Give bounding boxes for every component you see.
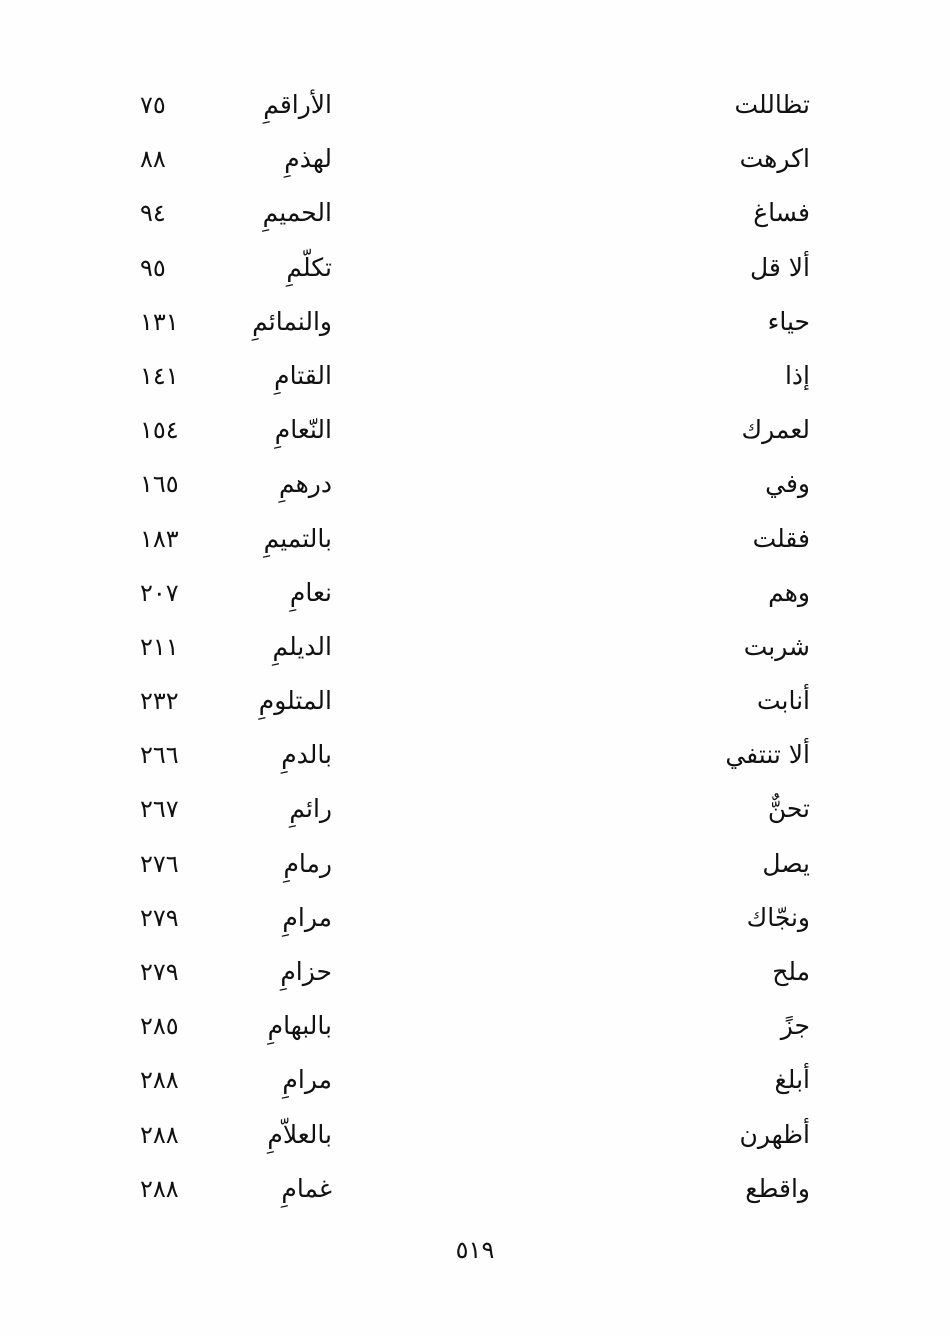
rhyme-word: والنمائمِ (252, 306, 332, 336)
page-reference: ٢٨٨ (140, 1066, 179, 1095)
page-reference: ٢٦٧ (140, 795, 179, 824)
page-reference: ٢٠٧ (140, 578, 179, 607)
rhyme-word: رمامِ (283, 848, 332, 878)
rhyme-word: مرامِ (282, 902, 332, 932)
first-word: ونجّاك (746, 902, 810, 932)
first-word: أظهرن (739, 1119, 810, 1149)
first-word: ألا قل (749, 252, 810, 282)
page-reference: ٧٥ (140, 91, 166, 119)
first-word: لعمرك (741, 415, 810, 445)
rhyme-word: بالدمِ (281, 740, 332, 770)
first-word: وفي (765, 469, 810, 499)
first-word: فقلت (752, 523, 810, 553)
rhyme-word: لهذمِ (284, 144, 332, 174)
index-row (0, 1162, 950, 1216)
index-row (0, 566, 950, 620)
index-row (0, 837, 950, 891)
index-row (0, 999, 950, 1053)
index-row (0, 620, 950, 674)
first-word: ألا تنتفي (725, 740, 810, 770)
page-reference: ١٦٥ (140, 470, 179, 499)
index-row (0, 891, 950, 945)
page-reference: ٨٨ (140, 145, 166, 174)
index-row (0, 1108, 950, 1162)
page-reference: ٩٥ (140, 253, 166, 282)
index-row (0, 945, 950, 999)
page-reference: ٢٦٦ (140, 741, 179, 770)
page-reference: ١٤١ (140, 361, 179, 390)
page-reference: ٢٣٢ (140, 687, 179, 716)
first-word: أنابت (756, 686, 810, 716)
rhyme-word: الديلمِ (272, 631, 332, 661)
rhyme-word: الحميمِ (262, 198, 332, 228)
index-row (0, 349, 950, 403)
index-row (0, 728, 950, 782)
first-word: وهم (768, 577, 810, 607)
page-reference: ٢٨٨ (140, 1120, 179, 1149)
page-reference: ٢٧٦ (140, 849, 179, 878)
rhyme-word: درهمِ (278, 469, 332, 499)
rhyme-word: المتلومِ (258, 686, 332, 716)
first-word: تحنٌّ (767, 794, 810, 824)
first-word: اكرهت (739, 144, 810, 174)
page-reference: ٢٨٨ (140, 1174, 179, 1203)
index-row (0, 241, 950, 295)
index-row (0, 186, 950, 240)
first-word: واقطع (745, 1173, 810, 1203)
first-word: أبلغ (774, 1065, 810, 1095)
rhyme-word: رائمِ (289, 794, 332, 824)
index-row (0, 295, 950, 349)
page-reference: ٢١١ (140, 632, 179, 661)
index-row (0, 78, 950, 132)
rhyme-word: الأراقمِ (263, 90, 332, 119)
page-reference: ٢٨٥ (140, 1012, 179, 1041)
first-word: تظاللت (734, 90, 810, 119)
first-word: فساغ (753, 198, 810, 228)
index-row (0, 782, 950, 836)
index-row (0, 457, 950, 511)
page-reference: ١٨٣ (140, 524, 179, 553)
first-word: إذا (784, 360, 810, 390)
index-row (0, 1053, 950, 1107)
page-reference: ٢٧٩ (140, 958, 179, 986)
verse-index-list (0, 78, 950, 1216)
rhyme-word: مرامِ (282, 1065, 332, 1095)
first-word: يصل (762, 848, 810, 878)
rhyme-word: بالتميمِ (263, 523, 332, 553)
rhyme-word: بالعلاّمِ (267, 1119, 332, 1149)
rhyme-word: بالبهامِ (267, 1011, 332, 1041)
index-row (0, 132, 950, 186)
page-reference: ١٥٤ (140, 416, 179, 445)
rhyme-word: تكلّمِ (286, 252, 332, 282)
index-row (0, 674, 950, 728)
page-reference: ٩٤ (140, 199, 166, 228)
rhyme-word: حزامِ (280, 957, 332, 986)
rhyme-word: النّعامِ (274, 415, 332, 445)
page-number: ٥١٩ (455, 1236, 495, 1264)
first-word: شربت (743, 631, 810, 661)
first-word: حياء (767, 306, 810, 336)
rhyme-word: غمامِ (281, 1173, 332, 1203)
page-reference: ١٣١ (140, 307, 179, 336)
rhyme-word: نعامِ (289, 577, 332, 607)
index-row (0, 512, 950, 566)
first-word: جزً (780, 1011, 810, 1041)
index-row (0, 403, 950, 457)
rhyme-word: القتامِ (274, 360, 332, 390)
page-reference: ٢٧٩ (140, 903, 179, 932)
first-word: ملح (772, 957, 810, 986)
